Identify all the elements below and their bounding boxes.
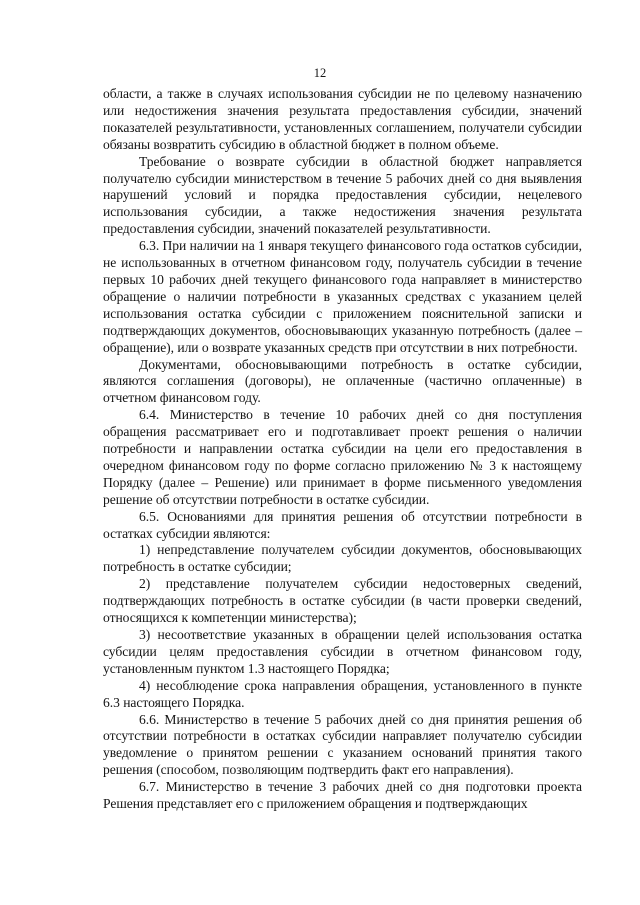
list-item: 3) несоответствие указанных в обращении целей использования остатка субсидии целям предоставления субсидии в отчетном финансовом году, установленным пунктом 1.3 настоящего Порядка;	[103, 627, 582, 676]
paragraph: 6.6. Министерство в течение 5 рабочих дней со дня принятия решения об отсутствии потребности в остатках субсидии направляет получателю субсидии уведомление о принятом решении с указанием оснований принятия такого решения (способом, позволяющим подтвердить факт его направления).	[103, 711, 582, 778]
list-item: 2) представление получателем субсидии недостоверных сведений, подтверждающих потребность в остатке субсидии (в части проверки сведений, относящихся к компетенции министерства);	[103, 576, 582, 626]
page-number: 12	[313, 66, 327, 80]
list-item: 1) непредставление получателем субсидии документов, обосновывающих потребность в остатке субсидии;	[103, 542, 582, 575]
paragraph: 6.7. Министерство в течение 3 рабочих дней со дня подготовки проекта Решения представляет его с приложением обращения и подтверждающих	[103, 779, 582, 812]
document-body	[103, 86, 582, 813]
paragraph: Требование о возврате субсидии в областной бюджет направляется получателю субсидии министерством в течение 5 рабочих дней со дня выявления нарушений условий и порядка предоставления субсидии, нецелевого использования субсидии, а также недостижения значения результата предоставления субсидии, значений показателей результативности.	[103, 153, 582, 237]
paragraph: 6.4. Министерство в течение 10 рабочих дней со дня поступления обращения рассматривает его и подготавливает проект решения о наличии потребности и направлении остатка субсидии на цели его предоставления в очередном финансовом году по форме согласно приложению № 3 к настоящему Порядку (далее – Решение) или принимает в форме письменного уведомления решение об отсутствии потребности в остатке субсидии.	[103, 407, 582, 507]
paragraph: 6.5. Основаниями для принятия решения об отсутствии потребности в остатках субсидии являются:	[103, 508, 582, 541]
paragraph: области, а также в случаях использования субсидии не по целевому назначению или недостижения значения результата предоставления субсидии, значений показателей результативности, установленных соглашением, получатели субсидии обязаны возвратить субсидию в областной бюджет в полном объеме.	[103, 86, 582, 152]
paragraph: 6.3. При наличии на 1 января текущего финансового года остатков субсидии, не использованных в отчетном финансовом году, получатель субсидии в течение первых 10 рабочих дней текущего финансового года направляет в министерство обращение о наличии потребности в указанных средствах с указанием целей использования остатка субсидии с приложением пояснительной записки и подтверждающих документов, обосновывающих указанную потребность (далее – обращение), или о возврате указанных средств при отсутствии в них потребности.	[103, 238, 582, 355]
list-item: 4) несоблюдение срока направления обращения, установленного в пункте 6.3 настоящего Порядка.	[103, 677, 582, 710]
paragraph: Документами, обосновывающими потребность в остатке субсидии, являются соглашения (договоры), не оплаченные (частично оплаченные) в отчетном финансовом году.	[103, 356, 582, 406]
